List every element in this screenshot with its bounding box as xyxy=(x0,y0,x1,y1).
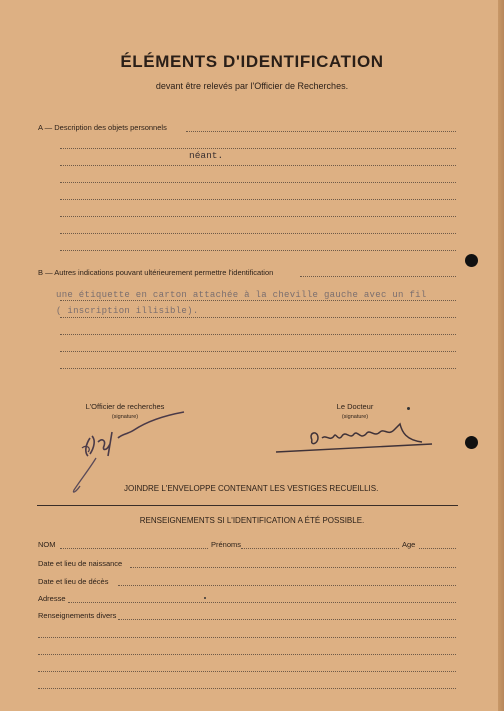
section-a-line xyxy=(60,182,456,183)
paper-edge xyxy=(498,0,504,711)
adresse-field xyxy=(68,602,456,603)
punch-hole xyxy=(465,254,478,267)
nom-field xyxy=(60,548,208,549)
punch-hole xyxy=(465,436,478,449)
divers-line xyxy=(38,688,456,689)
section-a-line xyxy=(60,165,456,166)
section-b-line xyxy=(60,300,456,301)
section-a-line xyxy=(60,199,456,200)
section-a-line xyxy=(60,148,456,149)
deces-field xyxy=(118,585,456,586)
section-a-line xyxy=(186,131,456,132)
section-b-line xyxy=(60,368,456,369)
officer-signature-label: L'Officier de recherches xyxy=(85,402,165,411)
section-a-line xyxy=(60,250,456,251)
deces-label: Date et lieu de décès xyxy=(38,577,109,586)
ink-speck xyxy=(407,407,410,410)
divers-line xyxy=(38,654,456,655)
section-b-line xyxy=(60,317,456,318)
section-a-label: A — Description des objets personnels xyxy=(38,123,167,132)
doctor-signature xyxy=(272,418,436,458)
section-b-line xyxy=(300,276,456,277)
doctor-signature-sub: (signature) xyxy=(341,414,369,420)
instruction-text: JOINDRE L'ENVELOPPE CONTENANT LES VESTIGES RECUEILLIS. xyxy=(124,484,379,493)
age-label: Age xyxy=(402,540,416,549)
section-b-typed-line-2: ( inscription illisible). xyxy=(56,306,199,316)
adresse-label: Adresse xyxy=(38,594,66,603)
identification-heading: RENSEIGNEMENTS SI L'IDENTIFICATION A ÉTÉ POSSIBLE. xyxy=(139,516,365,525)
prenoms-label: Prénoms xyxy=(211,540,242,549)
section-b-typed-line-1: une étiquette en carton attachée à la cheville gauche avec un fil xyxy=(56,290,427,300)
section-b-line xyxy=(60,351,456,352)
age-field xyxy=(419,548,456,549)
divers-label: Renseignements divers xyxy=(38,611,117,620)
section-b-line xyxy=(60,334,456,335)
naissance-label: Date et lieu de naissance xyxy=(38,559,123,568)
naissance-field xyxy=(130,567,456,568)
section-a-line xyxy=(60,233,456,234)
divers-field xyxy=(118,619,456,620)
section-divider xyxy=(37,505,458,506)
section-b-label: B — Autres indications pouvant ultérieurement permettre l'identification xyxy=(38,268,274,277)
divers-line xyxy=(38,671,456,672)
nom-label: NOM xyxy=(38,540,56,549)
form-subtitle: devant être relevés par l'Officier de Recherches. xyxy=(155,81,349,91)
divers-line xyxy=(38,637,456,638)
officer-signature-sub: (signature) xyxy=(111,414,139,420)
section-a-typed: néant. xyxy=(189,150,224,161)
prenoms-field xyxy=(241,548,399,549)
doctor-signature-label: Le Docteur xyxy=(336,402,374,411)
form-title: ÉLÉMENTS D'IDENTIFICATION xyxy=(120,52,384,71)
officer-signature xyxy=(62,408,192,496)
section-a-line xyxy=(60,216,456,217)
ink-speck xyxy=(204,597,206,599)
